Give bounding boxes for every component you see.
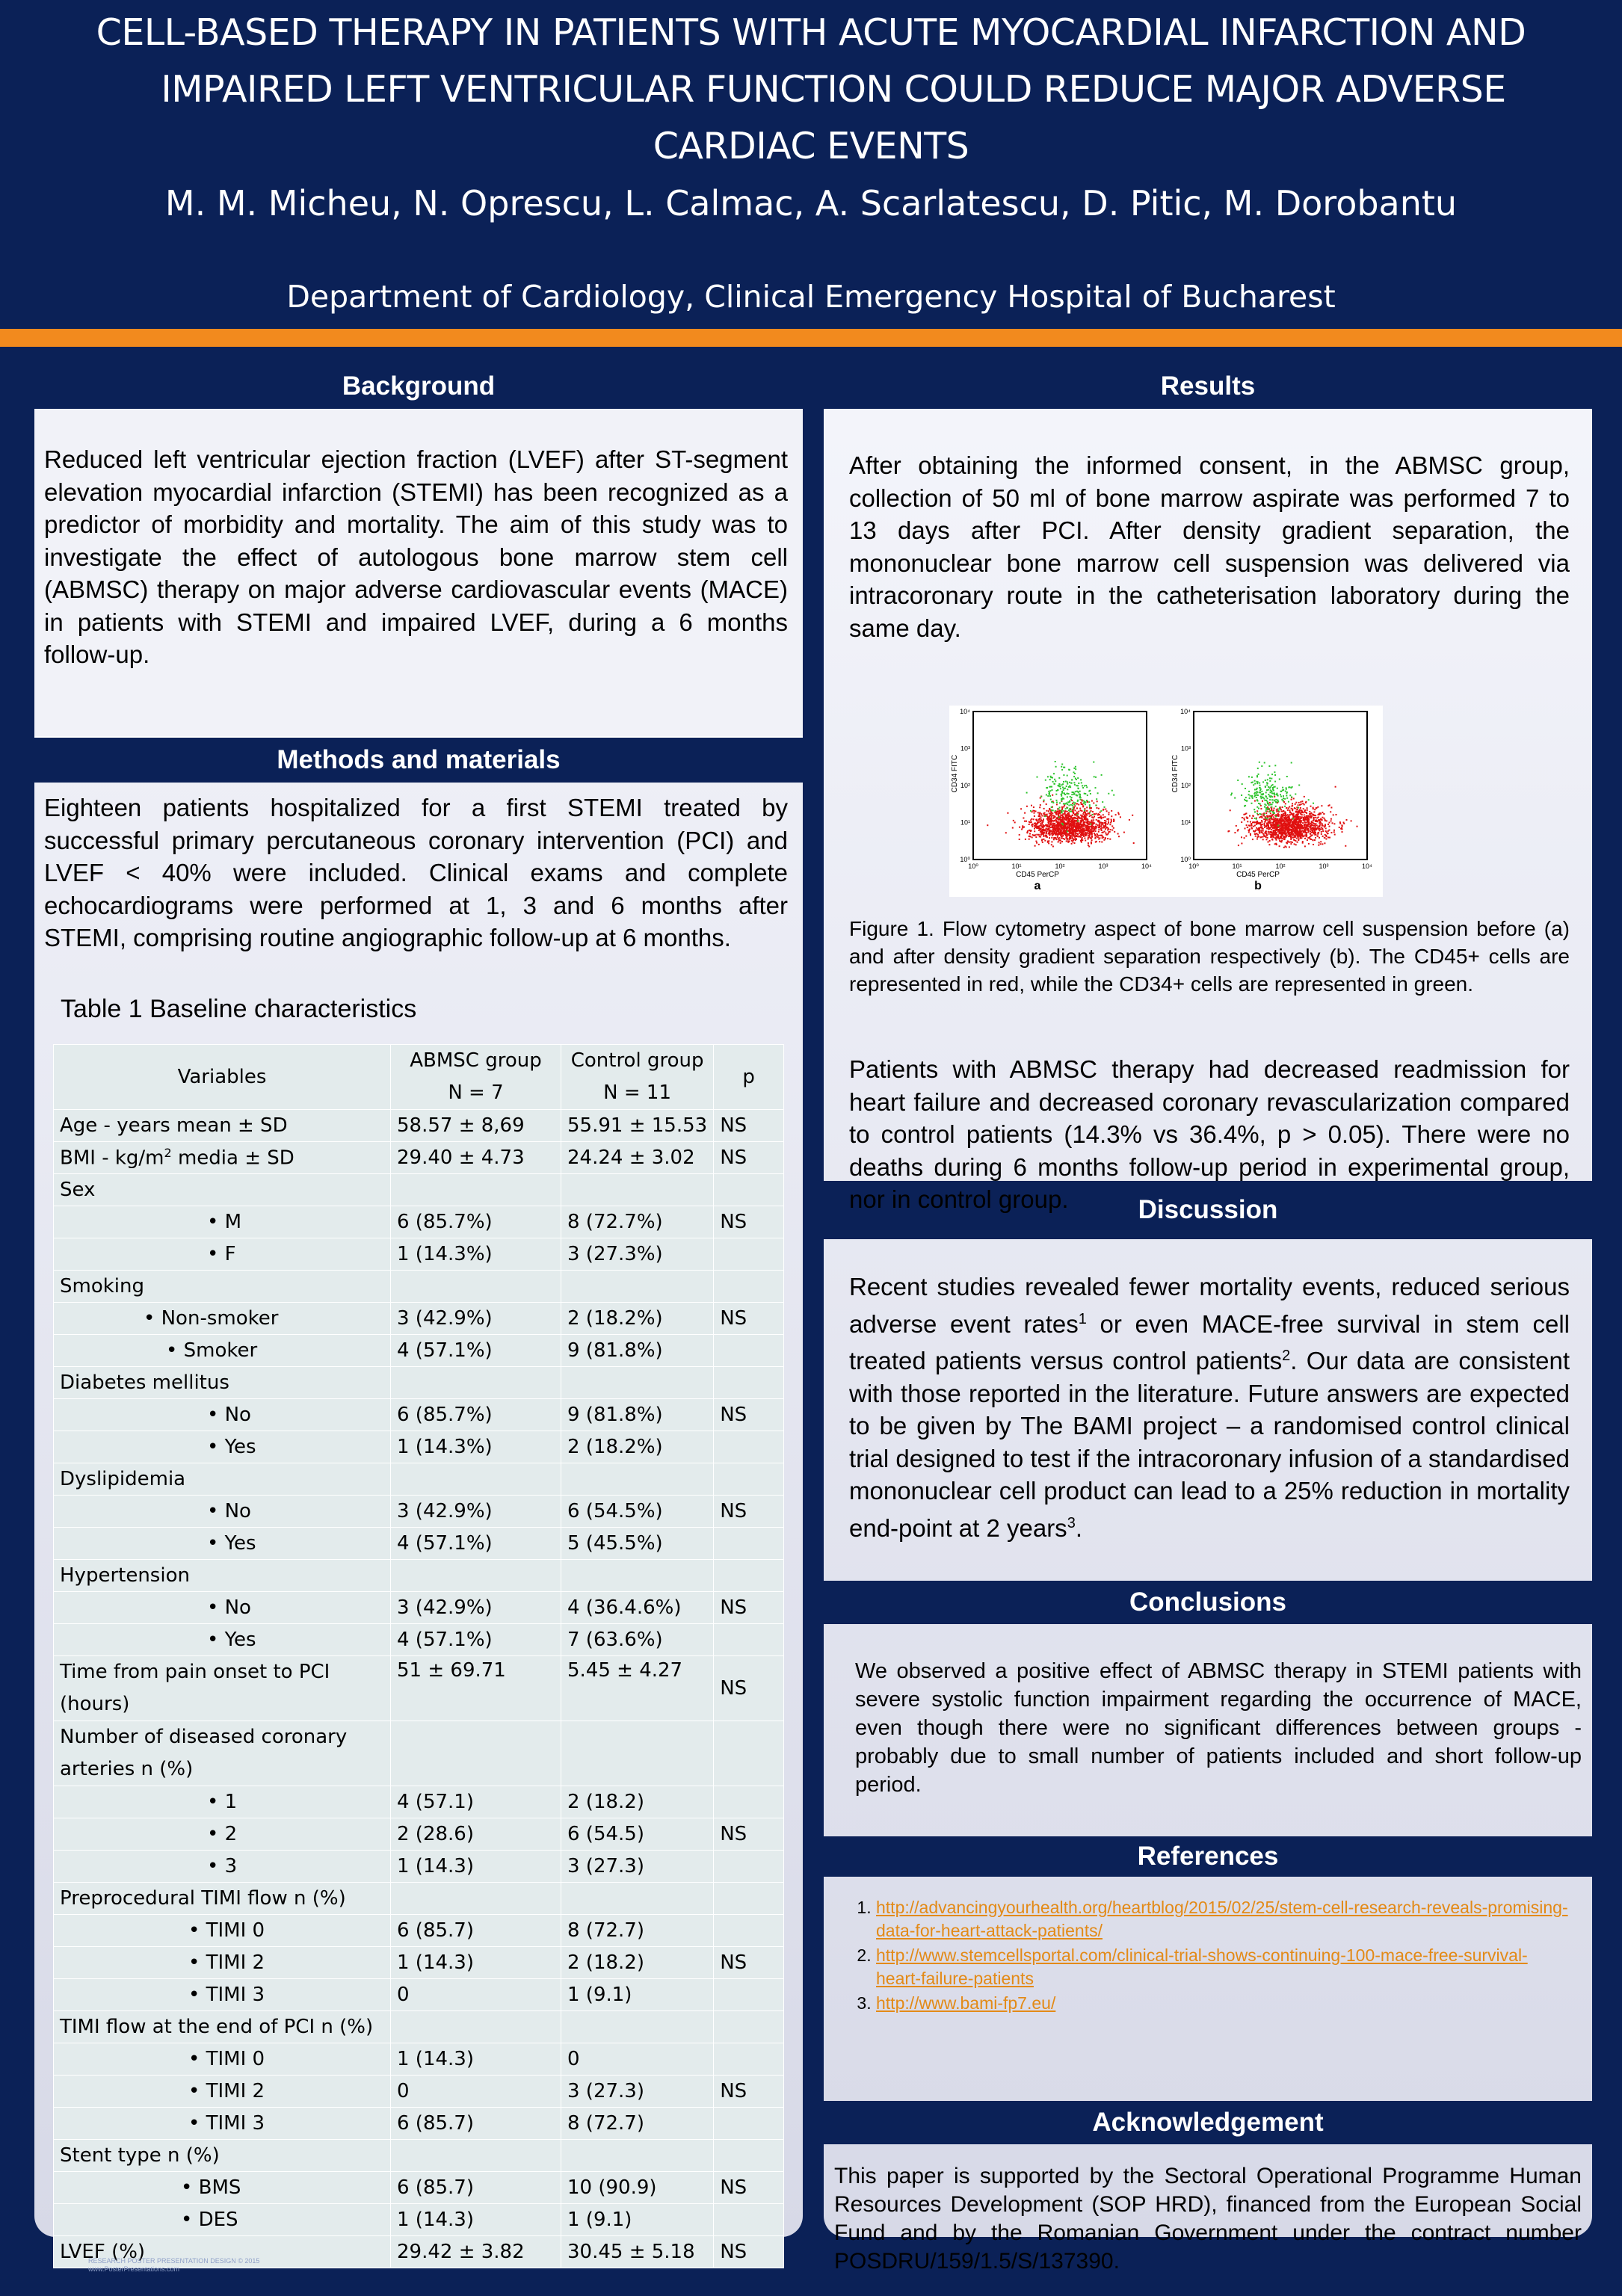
results-heading: Results [824,364,1592,409]
cell-p [714,2108,784,2140]
cell-control: 6 (54.5%) [561,1496,714,1528]
table-row [54,1303,784,1335]
cell-p [714,1174,784,1206]
poster-title: CELL-BASED THERAPY IN PATIENTS WITH ACUTE MYOCARDIAL INFARCTION AND IMPAIRED LEFT VENTRICULAR FUNCTION COULD REDUCE MAJOR ADVERSE CARDIAC EVENTS [96,11,1526,167]
table-row [54,1979,784,2011]
department: Department of Cardiology, Clinical Emergency Hospital of Bucharest [286,279,1336,315]
header-variables: Variables [54,1045,391,1110]
cell-abmsc: 6 (85.7) [391,2172,561,2204]
cell-control [561,2011,714,2043]
cell-variable: • Yes [54,1431,391,1463]
cell-control: 5 (45.5%) [561,1528,714,1560]
cell-abmsc: 4 (57.1) [391,1786,561,1818]
y-axis-label: CD34 FITC [1171,754,1180,793]
cell-abmsc: 1 (14.3%) [391,1431,561,1463]
cell-abmsc: 4 (57.1%) [391,1624,561,1656]
table-row [54,1786,784,1818]
cell-variable: Smoking [54,1271,391,1303]
x-axis-label: CD45 PerCP [1236,871,1280,879]
cell-control [561,1883,714,1915]
table-row [54,1431,784,1463]
plot-label: b [1254,880,1262,892]
cell-control: 0 [561,2043,714,2076]
cell-variable: • TIMI 3 [54,2108,391,2140]
reference-item-3 [876,1992,1570,2015]
background-section [34,409,803,738]
cell-p [714,1883,784,1915]
authors: M. M. Micheu, N. Oprescu, L. Calmac, A. Scarlatescu, D. Pitic, M. Dorobantu [164,183,1458,223]
cell-p: NS [714,1818,784,1851]
cell-control: 2 (18.2%) [561,1303,714,1335]
table-row [54,1110,784,1142]
cell-p: NS [714,1656,784,1721]
cell-control: 3 (27.3) [561,2076,714,2108]
acknowledgement-text: This paper is supported by the Sectoral Operational Programme Human Resources Development (SOP HRD), financed from the European Social Fund and by the Romanian Government under the contract number POSDRU/159/1.5/S/137390. [834,2164,1582,2274]
cell-abmsc: 4 (57.1%) [391,1335,561,1367]
table-row [54,1947,784,1979]
cell-p [714,2204,784,2236]
cell-abmsc: 29.40 ± 4.73 [391,1142,561,1174]
conclusions-heading: Conclusions [824,1581,1592,1624]
cell-control: 6 (54.5) [561,1818,714,1851]
cell-variable: Number of diseased coronary arteries n (%) [54,1721,391,1786]
cell-abmsc: 6 (85.7) [391,2108,561,2140]
reference-item-1 [876,1896,1570,1942]
cell-variable: • Yes [54,1528,391,1560]
references-section [824,1877,1592,2101]
y-tick-label: 10² [960,782,970,789]
cell-p: NS [714,1592,784,1624]
cell-abmsc: 0 [391,1979,561,2011]
cell-variable: • TIMI 0 [54,1915,391,1947]
table-row [54,1592,784,1624]
plot-label: a [1034,880,1041,892]
cell-control: 7 (63.6%) [561,1624,714,1656]
cell-p [714,1560,784,1592]
cell-p: NS [714,1110,784,1142]
cell-abmsc [391,1367,561,1399]
cell-abmsc [391,2140,561,2172]
x-tick-label: 10¹ [1011,862,1022,870]
left-column [34,364,803,2263]
cell-abmsc: 3 (42.9%) [391,1496,561,1528]
x-tick-label: 10² [1055,862,1065,870]
cell-control: 2 (18.2%) [561,1431,714,1463]
plot-a [951,708,1152,892]
right-column [824,364,1592,2274]
x-tick-label: 10¹ [1232,862,1242,870]
table-row [54,1818,784,1851]
baseline-table [53,1044,784,2268]
cell-variable: Time from pain onset to PCI (hours) [54,1656,391,1721]
table-row [54,2076,784,2108]
x-tick-label: 10³ [1098,862,1108,870]
x-tick-label: 10⁴ [1141,862,1152,870]
methods-text: Eighteen patients hospitalized for a first STEMI treated by successful primary percutaneous coronary intervention (PCI) and LVEF < 40% were included. Clinical exams and complete echocardiograms were performed at 1, 3 and 6 months after STEMI, comprising routine angiographic follow-up at 6 months. [44,794,788,951]
cell-variable: • TIMI 2 [54,1947,391,1979]
cell-abmsc: 1 (14.3) [391,2043,561,2076]
cell-abmsc [391,1560,561,1592]
cell-abmsc [391,1721,561,1786]
methods-heading: Methods and materials [34,738,803,783]
cell-control: 8 (72.7%) [561,1206,714,1238]
cell-abmsc: 6 (85.7%) [391,1206,561,1238]
table-row [54,2011,784,2043]
cell-p [714,1786,784,1818]
cell-variable: Age - years mean ± SD [54,1110,391,1142]
cell-variable: Preprocedural TIMI flow n (%) [54,1883,391,1915]
cell-control: 30.45 ± 5.18 [561,2236,714,2268]
table-row [54,1238,784,1271]
cell-abmsc: 1 (14.3%) [391,1238,561,1271]
table-row [54,2140,784,2172]
table-row [54,1560,784,1592]
cell-p: NS [714,1399,784,1431]
header-abmsc: ABMSC group N = 7 [391,1045,561,1110]
cell-variable: TIMI flow at the end of PCI n (%) [54,2011,391,2043]
x-axis-label: CD45 PerCP [1016,871,1059,879]
cell-abmsc: 1 (14.3) [391,1851,561,1883]
cell-control: 8 (72.7) [561,2108,714,2140]
references-list [824,1877,1592,2015]
cell-control: 3 (27.3) [561,1851,714,1883]
cell-control [561,1174,714,1206]
x-tick-label: 10² [1275,862,1286,870]
cell-variable: • No [54,1592,391,1624]
cell-control: 55.91 ± 15.53 [561,1110,714,1142]
orange-divider [0,329,1622,347]
cell-variable: • 1 [54,1786,391,1818]
reference-item-2 [876,1944,1570,1990]
table-row [54,1883,784,1915]
cell-variable: Stent type n (%) [54,2140,391,2172]
table-row [54,1206,784,1238]
cell-abmsc [391,1174,561,1206]
cell-abmsc: 3 (42.9%) [391,1303,561,1335]
cell-abmsc: 6 (85.7%) [391,1399,561,1431]
table-row [54,1463,784,1496]
table-row [54,2108,784,2140]
cell-p: NS [714,2076,784,2108]
y-tick-label: 10² [1180,782,1191,789]
cell-control: 9 (81.8%) [561,1335,714,1367]
cell-p [714,2043,784,2076]
y-axis-label: CD34 FITC [951,754,959,793]
reference-link-3[interactable]: http://www.bami-fp7.eu/ [876,1993,1056,2013]
y-tick-label: 10³ [1180,744,1191,753]
cell-p [714,1979,784,2011]
figure-caption: Figure 1. Flow cytometry aspect of bone marrow cell suspension before (a) and after density gradient separation respectively (b). The CD45+ cells are represented in red, while the CD34+ cells are represented in green. [849,917,1570,996]
cell-variable: Sex [54,1174,391,1206]
cell-variable: • No [54,1399,391,1431]
header-p: p [714,1045,784,1110]
cell-p [714,1431,784,1463]
plot-b [1171,708,1372,892]
cell-variable: • TIMI 3 [54,1979,391,2011]
y-tick-label: 10⁴ [960,708,970,715]
table-row [54,2172,784,2204]
cell-p: NS [714,1496,784,1528]
cell-variable: • F [54,1238,391,1271]
table-row [54,1399,784,1431]
cell-p: NS [714,1206,784,1238]
cell-control [561,2140,714,2172]
cell-abmsc: 3 (42.9%) [391,1592,561,1624]
cell-variable: • TIMI 2 [54,2076,391,2108]
cell-control [561,1721,714,1786]
discussion-section [824,1239,1592,1581]
cell-p [714,1367,784,1399]
cell-variable: Diabetes mellitus [54,1367,391,1399]
cell-abmsc [391,1883,561,1915]
table-row [54,1624,784,1656]
conclusions-text: We observed a positive effect of ABMSC therapy in STEMI patients with severe systolic function impairment regarding the occurrence of MACE, even though there were no significant differences between groups - probably due to small number of patients included and short follow-up period. [855,1659,1582,1797]
baseline-table-wrap [34,1044,803,2268]
cell-variable: • Smoker [54,1335,391,1367]
reference-link-1[interactable]: http://advancingyourhealth.org/heartblog/2015/02/25/stem-cell-research-reveals-promising-data-for-heart-attack-patients/ [876,1898,1568,1940]
cell-control [561,1463,714,1496]
cell-variable: BMI - $kg/m^2$ media ± SD [54,1142,391,1174]
cell-variable: • DES [54,2204,391,2236]
background-text: Reduced left ventricular ejection fraction (LVEF) after ST-segment elevation myocardial infarction (STEMI) has been recognized as a predictor of morbidity and mortality. The aim of this study was to investigate the effect of autologous bone marrow stem cell (ABMSC) therapy on major adverse cardiovascular events (MACE) in patients with STEMI and impaired LVEF, during a 6 months follow-up. [44,445,788,668]
cell-abmsc: 2 (28.6) [391,1818,561,1851]
cell-control: 10 (90.9) [561,2172,714,2204]
cell-variable: • No [54,1496,391,1528]
cell-p [714,1851,784,1883]
cell-control: 1 (9.1) [561,1979,714,2011]
table-row [54,1528,784,1560]
y-tick-label: 10³ [960,744,970,753]
header-control: Control group N = 11 [561,1045,714,1110]
table-row [54,1174,784,1206]
cell-p [714,1271,784,1303]
x-tick-label: 10⁰ [1188,862,1199,870]
y-tick-label: 10⁴ [1180,708,1191,715]
poster-header [0,0,1622,329]
cell-control [561,1271,714,1303]
cell-variable: • 3 [54,1851,391,1883]
reference-link-2[interactable]: http://www.stemcellsportal.com/clinical-trial-shows-continuing-100-mace-free-survival-heart-failure-patients [876,1945,1528,1988]
y-tick-label: 10¹ [1180,818,1191,827]
cell-abmsc [391,2011,561,2043]
table-row [54,1335,784,1367]
cell-p: NS [714,1947,784,1979]
cell-p: NS [714,1303,784,1335]
cell-abmsc: 58.57 ± 8,69 [391,1110,561,1142]
cell-variable: • 2 [54,1818,391,1851]
cell-abmsc: 1 (14.3) [391,1947,561,1979]
cell-p [714,1528,784,1560]
cell-abmsc: 6 (85.7) [391,1915,561,1947]
discussion-text: Recent studies revealed fewer mortality events, reduced serious adverse event rates$^1$ or even MACE-free survival in stem cell treated patients versus control patients$^2$. Our data are consistent with those reported in the literature. Future answers are expected to be given by The BAMI project – a randomised control clinical trial designed to test if the intracoronary infusion of a standardised mononuclear cell product can lead to a 25% reduction in mortality end-point at 2 years$^3$. [849,1273,1570,1542]
cell-variable: • Yes [54,1624,391,1656]
cell-control: 2 (18.2) [561,1947,714,1979]
cell-variable: • Non-smoker [54,1303,391,1335]
cell-p [714,1624,784,1656]
cell-abmsc: 29.42 ± 3.82 [391,2236,561,2268]
cell-control: 5.45 ± 4.27 [561,1656,714,1721]
cell-p [714,1721,784,1786]
cell-variable: Dyslipidemia [54,1463,391,1496]
cell-p: NS [714,1142,784,1174]
cell-p [714,1238,784,1271]
y-tick-label: 10⁰ [960,856,970,863]
cell-variable: Hypertension [54,1560,391,1592]
cell-control [561,1560,714,1592]
table-row [54,1271,784,1303]
cell-abmsc [391,1271,561,1303]
cell-control: 2 (18.2) [561,1786,714,1818]
conclusions-section [824,1624,1592,1836]
footer: RESEARCH POSTER PRESENTATION DESIGN © 2015 www.PosterPresentations.com [88,2257,260,2273]
cell-abmsc: 0 [391,2076,561,2108]
cell-control [561,1367,714,1399]
cell-variable: • M [54,1206,391,1238]
results-text-2: Patients with ABMSC therapy had decreased readmission for heart failure and decreased coronary revascularization compared to control patients (14.3% vs 36.4%, p > 0.05). There were no deaths during 6 months follow-up period in experimental group, nor in control group. [849,1055,1570,1213]
cell-p [714,1915,784,1947]
cell-abmsc [391,1463,561,1496]
table-row [54,1142,784,1174]
y-tick-label: 10¹ [960,818,970,827]
cell-control: 9 (81.8%) [561,1399,714,1431]
references-heading: References [824,1836,1592,1877]
x-tick-label: 10⁴ [1362,862,1372,870]
cell-control: 24.24 ± 3.02 [561,1142,714,1174]
cell-p [714,2011,784,2043]
cell-p [714,1335,784,1367]
cell-variable: • BMS [54,2172,391,2204]
cell-control: 8 (72.7) [561,1915,714,1947]
table-row [54,2204,784,2236]
cell-variable: LVEF (%) [54,2236,391,2268]
cell-abmsc: 1 (14.3) [391,2204,561,2236]
table-row [54,1851,784,1883]
cell-p: NS [714,2172,784,2204]
table-row [54,1721,784,1786]
cell-control: 1 (9.1) [561,2204,714,2236]
background-heading: Background [34,364,803,409]
acknowledgement-heading: Acknowledgement [824,2101,1592,2144]
cell-control: 4 (36.4.6%) [561,1592,714,1624]
cell-p: NS [714,2236,784,2268]
table-row [54,2043,784,2076]
table-row [54,1496,784,1528]
cell-variable: • TIMI 0 [54,2043,391,2076]
x-tick-label: 10³ [1319,862,1329,870]
cell-control: 3 (27.3%) [561,1238,714,1271]
x-tick-label: 10⁰ [968,862,978,870]
discussion-heading: Discussion [824,1181,1592,1239]
table-row [54,1656,784,1721]
results-text-1: After obtaining the informed consent, in the ABMSC group, collection of 50 ml of bone marrow aspirate was performed 7 to 13 days after PCI. After density gradient separation, the mononuclear bone marrow cell suspension was delivered via intracoronary route in the catheterisation laboratory during the same day. [849,451,1570,642]
y-tick-label: 10⁰ [1180,856,1191,863]
cell-abmsc: 4 (57.1%) [391,1528,561,1560]
cell-abmsc: 51 ± 69.71 [391,1656,561,1721]
cell-p [714,1463,784,1496]
table-title: Table 1 Baseline characteristics [61,995,417,1023]
flow-cytometry-svg [949,706,1383,897]
cell-p [714,2140,784,2172]
table-row [54,1915,784,1947]
table-row [54,1367,784,1399]
flow-cytometry-figure [949,706,1383,897]
table-header-row [54,1045,784,1110]
